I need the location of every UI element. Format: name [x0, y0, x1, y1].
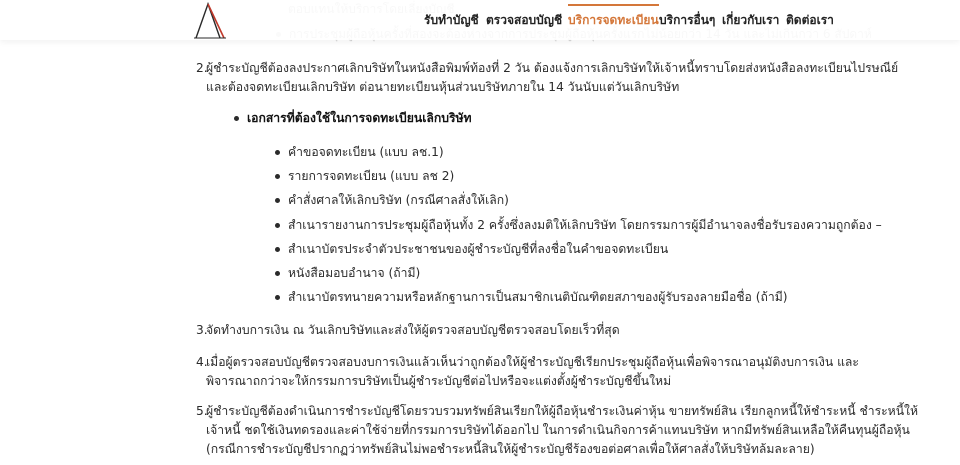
step-2-line-1: ผู้ชำระบัญชีต้องลงประกาศเลิกบริษัทในหนังสือพิมพ์ท้องที่ 2 วัน ต้องแจ้งการเลิกบริษัทให้เจ้าหนี้ทราบโดยส่งหนังสือลงทะเบียนไปรษณีย์: [206, 61, 899, 75]
document-item-text: คำขอจดทะเบียน (แบบ ลช.1): [288, 145, 444, 159]
document-item: [288, 264, 420, 283]
step-4-line-2: พิจารณาถกว่าจะให้กรรมการบริษัทเป็นผู้ชำระบัญชีต่อไปหรือจะแต่งตั้งผู้ชำระบัญชีขึ้นใหม่: [206, 374, 672, 388]
step-number: 2.: [196, 61, 208, 75]
document-item-text: คำสั่งศาลให้เลิกบริษัท (กรณีศาลสั่งให้เลิก): [288, 193, 509, 207]
document-item-text: หนังสือมอบอำนาจ (ถ้ามี): [288, 266, 421, 280]
step-5-line-3: (กรณีการชำระบัญชีปรากฏว่าทรัพย์สินไม่พอชำระหนี้สินให้ผู้ชำระบัญชีร้องขอต่อศาลเพื่อให้ศาลสั่งให้บริษัทล้มละลาย): [206, 442, 815, 456]
bullet-dot-icon: [275, 295, 280, 300]
document-item-text: รายการจดทะเบียน (แบบ ลช 2): [288, 169, 455, 183]
nav-registration-service[interactable]: บริการจดทะเบียน: [568, 11, 659, 30]
document-item-text: สำเนาบัตรทนายความหรือหลักฐานการเป็นสมาชิกเนติบัณฑิตยสภาของผู้รับรองลายมือชื่อ (ถ้ามี): [288, 290, 788, 304]
documents-heading-text: เอกสารที่ต้องใช้ในการจดทะเบียนเลิกบริษัท: [247, 111, 472, 125]
nav-contact-us[interactable]: ติดต่อเรา: [786, 13, 834, 27]
nav-audit-service[interactable]: ตรวจสอบบัญชี: [486, 13, 563, 27]
document-item: [288, 167, 454, 186]
bullet-dot-icon: [234, 116, 239, 121]
step-number: 5.: [196, 404, 208, 418]
bullet-dot-icon: [275, 198, 280, 203]
bullet-dot-icon: [275, 174, 280, 179]
document-item-text: สำเนาบัตรประจำตัวประชาชนของผู้ชำระบัญชีที่ลงชื่อในคำขอจดทะเบียน: [288, 242, 669, 256]
company-logo-icon: [192, 0, 228, 40]
bullet-dot-icon: [275, 271, 280, 276]
bullet-dot-icon: [275, 150, 280, 155]
document-item: [288, 191, 509, 210]
nav-accounting-service[interactable]: รับทำบัญชี: [424, 13, 479, 27]
step-2: [196, 59, 899, 97]
step-3-line-1: จัดทำงบการเงิน ณ วันเลิกบริษัทและส่งให้ผู้ตรวจสอบบัญชีตรวจสอบโดยเร็วที่สุด: [206, 323, 620, 337]
step-number: 3.: [196, 323, 208, 337]
step-number: 4.: [196, 355, 208, 369]
nav-other-services[interactable]: บริการอื่นๆ: [659, 13, 716, 27]
document-item: [288, 143, 444, 162]
logo-link[interactable]: [192, 0, 228, 40]
step-3: [196, 321, 620, 340]
document-item: [288, 216, 882, 235]
step-5-line-1: ผู้ชำระบัญชีต้องดำเนินการชำระบัญชีโดยรวบรวมทรัพย์สินเรียกให้ผู้ถือหุ้นชำระเงินค่าหุ้น ขายทรัพย์สิน เรียกลูกหนี้ให้ชำระหนี้ ชำระหนี้ให้: [206, 404, 919, 418]
bullet-dot-icon: [275, 247, 280, 252]
documents-heading: [247, 109, 472, 128]
step-5: [196, 402, 919, 459]
step-5-line-2: เจ้าหนี้ ชดใช้เงินทดรองและค่าใช้จ่ายที่กรรมการบริษัทได้ออกไป ในการดำเนินกิจการค้าแทนบริษัท หากมีทรัพย์สินเหลือให้คืนทุนผู้ถือหุ้น: [206, 423, 910, 437]
document-item-text: สำเนารายงานการประชุมผู้ถือหุ้นทั้ง 2 ครั้งซึ่งลงมติให้เลิกบริษัท โดยกรรมการผู้มีอำนาจลงชื่อรับรองความถูกต้อง –: [288, 218, 882, 232]
step-2-line-2: และต้องจดทะเบียนเลิกบริษัท ต่อนายทะเบียนหุ้นส่วนบริษัทภายใน 14 วันนับแต่วันเลิกบริษัท: [206, 80, 680, 94]
bullet-dot-icon: [275, 223, 280, 228]
nav-about-us[interactable]: เกี่ยวกับเรา: [722, 13, 780, 27]
site-header: [0, 0, 960, 40]
step-4: [196, 353, 859, 391]
step-4-line-1: เมื่อผู้ตรวจสอบบัญชีตรวจสอบงบการเงินแล้วเห็นว่าถูกต้องให้ผู้ชำระบัญชีเรียกประชุมผู้ถือหุ้นเพื่อพิจารณาอนุมัติงบการเงิน และ: [206, 355, 859, 369]
document-item: [288, 288, 788, 307]
document-item: [288, 240, 668, 259]
